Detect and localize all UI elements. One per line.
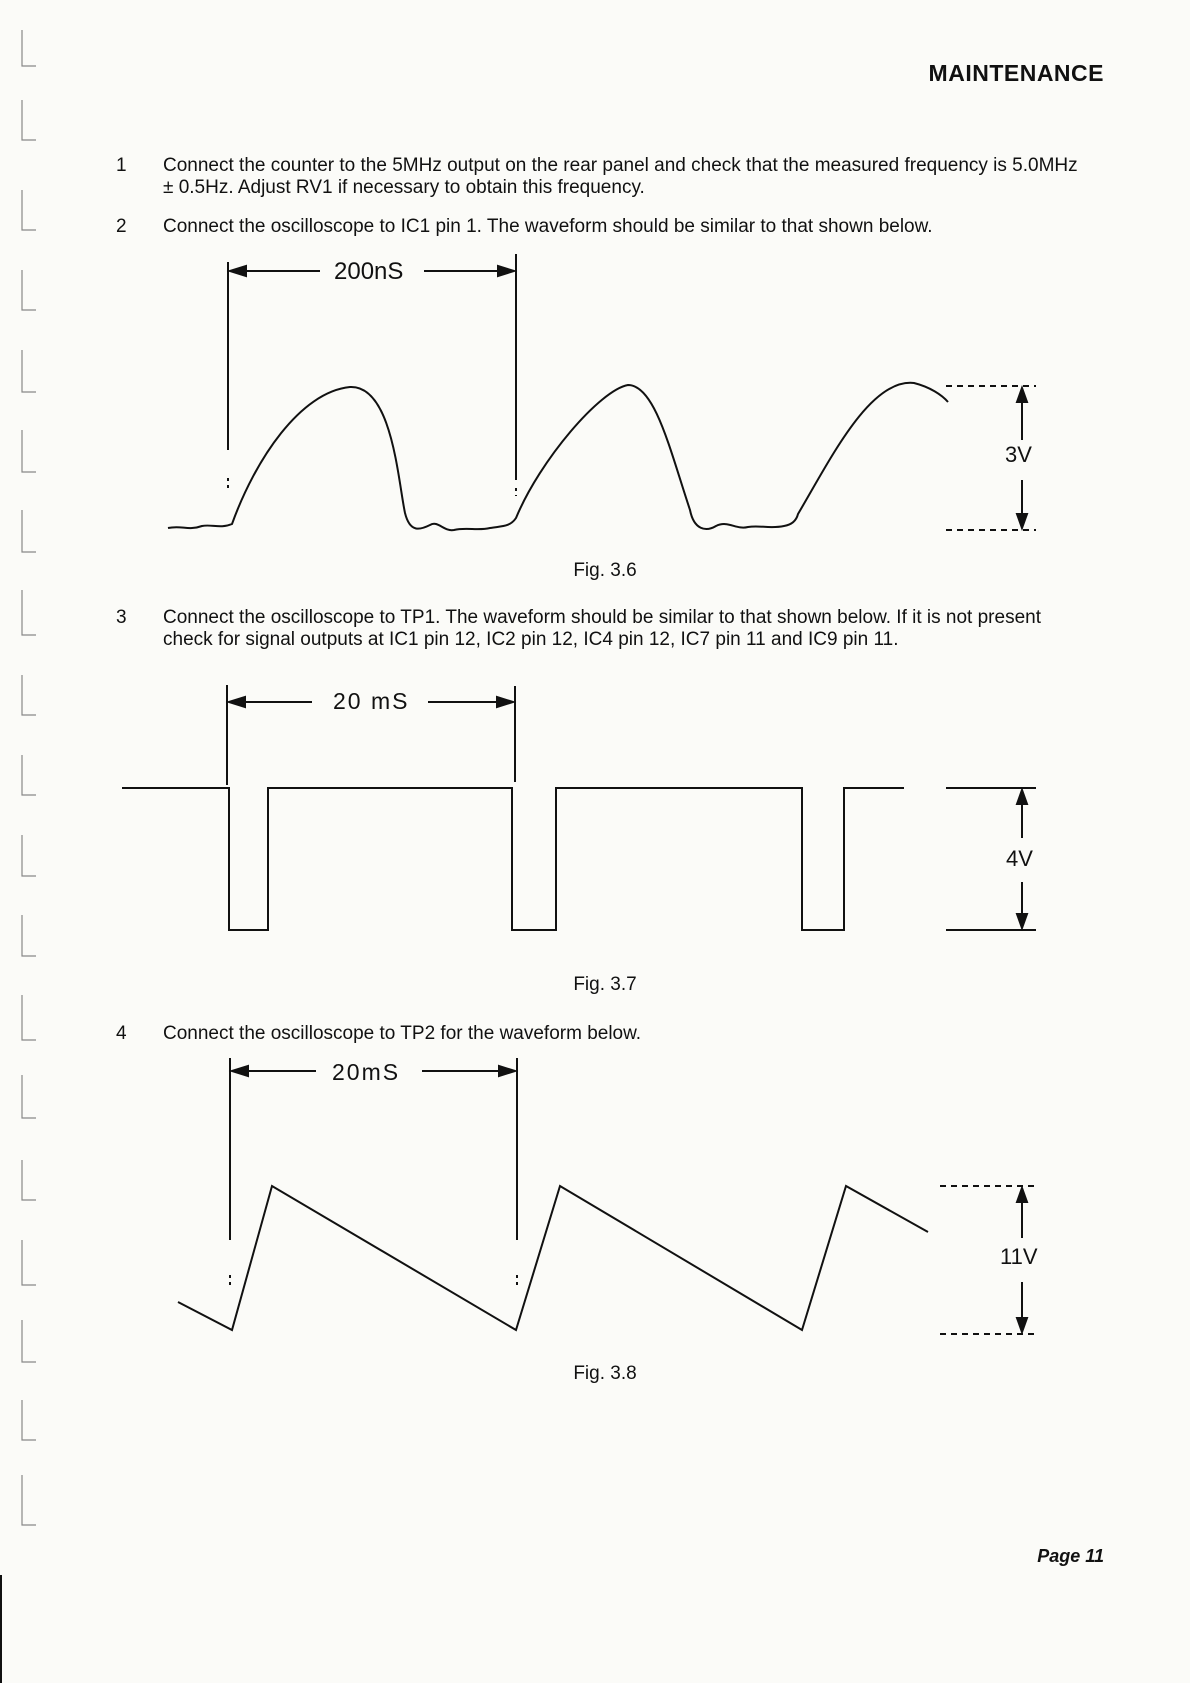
section-header: MAINTENANCE: [928, 60, 1104, 86]
step-number: 2: [116, 216, 127, 237]
figure-caption: Fig. 3.6: [573, 560, 637, 581]
step-number: 4: [116, 1023, 127, 1044]
page-edge: [0, 1575, 2, 1683]
page-number: Page 11: [1037, 1546, 1104, 1566]
period-label: 20mS: [332, 1059, 401, 1085]
figure-caption: Fig. 3.8: [573, 1363, 637, 1384]
step-text: Connect the oscilloscope to TP1. The waveform should be similar to that shown below. If it is not present check for signal outputs at IC1 pin 12, IC2 pin 12, IC4 pin 12, IC7 pin 11 and IC9 pin 11.: [163, 607, 1041, 650]
period-label: 20 mS: [333, 688, 410, 714]
amplitude-label: 4V: [1006, 846, 1033, 871]
step-text: Connect the oscilloscope to TP2 for the waveform below.: [163, 1023, 642, 1044]
step-text: Connect the oscilloscope to IC1 pin 1. The waveform should be similar to that shown below.: [163, 216, 933, 237]
figure-caption: Fig. 3.7: [573, 974, 637, 995]
amplitude-label: 11V: [1000, 1244, 1038, 1269]
amplitude-label: 3V: [1005, 442, 1032, 467]
period-label: 200nS: [334, 258, 404, 285]
step-number: 3: [116, 607, 127, 628]
step-text: Connect the counter to the 5MHz output on the rear panel and check that the measured frequency is 5.0MHz ± 0.5Hz. Adjust RV1 if necessary to obtain this frequency.: [163, 155, 1078, 198]
step-number: 1: [116, 155, 127, 176]
